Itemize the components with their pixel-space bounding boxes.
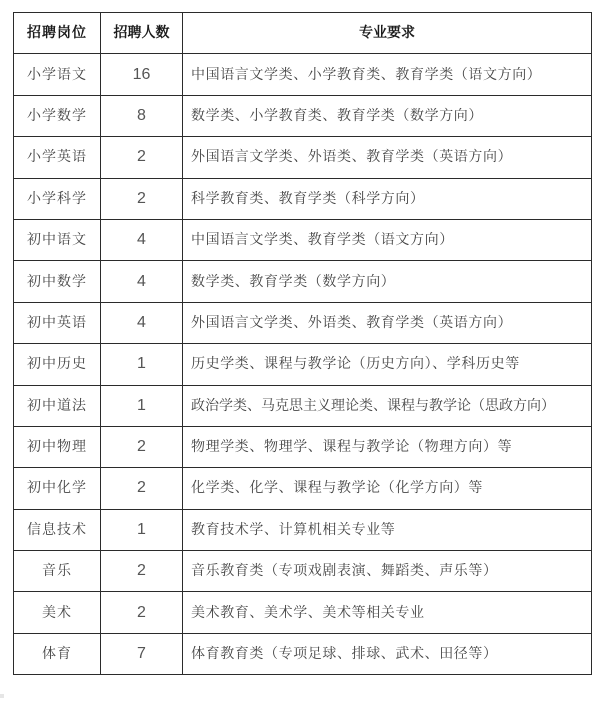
table-row [14,261,592,302]
position-cell: 初中化学 [14,468,101,509]
position-cell: 音乐 [14,551,101,592]
count-cell: 7 [101,633,183,674]
count-cell: 2 [101,551,183,592]
count-cell: 1 [101,344,183,385]
table-row [14,385,592,426]
table-row [14,426,592,467]
table-row [14,137,592,178]
position-cell: 小学语文 [14,54,101,95]
table-row [14,95,592,136]
header-count: 招聘人数 [101,13,183,54]
count-cell: 4 [101,302,183,343]
position-cell: 信息技术 [14,509,101,550]
recruitment-table [13,12,592,675]
table-row [14,178,592,219]
table-row [14,54,592,95]
header-row [14,13,592,54]
count-cell: 16 [101,54,183,95]
position-cell: 小学数学 [14,95,101,136]
position-cell: 初中道法 [14,385,101,426]
requirement-cell: 政治学类、马克思主义理论类、课程与教学论（思政方向） [183,385,592,426]
requirement-cell: 美术教育、美术学、美术等相关专业 [183,592,592,633]
requirement-cell: 数学类、教育学类（数学方向） [183,261,592,302]
count-cell: 2 [101,426,183,467]
requirement-cell: 物理学类、物理学、课程与教学论（物理方向）等 [183,426,592,467]
position-cell: 初中数学 [14,261,101,302]
count-cell: 4 [101,261,183,302]
table-header [14,13,592,54]
count-cell: 8 [101,95,183,136]
table-row [14,633,592,674]
header-requirement: 专业要求 [183,13,592,54]
position-cell: 小学科学 [14,178,101,219]
table-row [14,551,592,592]
requirement-cell: 体育教育类（专项足球、排球、武术、田径等） [183,633,592,674]
requirement-cell: 化学类、化学、课程与教学论（化学方向）等 [183,468,592,509]
requirement-cell: 音乐教育类（专项戏剧表演、舞蹈类、声乐等） [183,551,592,592]
table-row [14,219,592,260]
position-cell: 美术 [14,592,101,633]
requirement-cell: 历史学类、课程与教学论（历史方向）、学科历史等 [183,344,592,385]
header-position: 招聘岗位 [14,13,101,54]
count-cell: 1 [101,385,183,426]
corner-artifact [0,694,4,698]
count-cell: 2 [101,178,183,219]
position-cell: 初中语文 [14,219,101,260]
position-cell: 初中历史 [14,344,101,385]
position-cell: 初中物理 [14,426,101,467]
table-row [14,468,592,509]
requirement-cell: 教育技术学、计算机相关专业等 [183,509,592,550]
count-cell: 2 [101,468,183,509]
requirement-cell: 中国语言文学类、教育学类（语文方向） [183,219,592,260]
requirement-cell: 科学教育类、教育学类（科学方向） [183,178,592,219]
requirement-cell: 外国语言文学类、外语类、教育学类（英语方向） [183,302,592,343]
count-cell: 1 [101,509,183,550]
table-row [14,509,592,550]
requirement-cell: 中国语言文学类、小学教育类、教育学类（语文方向） [183,54,592,95]
table-row [14,344,592,385]
table-row [14,592,592,633]
count-cell: 2 [101,137,183,178]
position-cell: 体育 [14,633,101,674]
position-cell: 初中英语 [14,302,101,343]
requirement-cell: 数学类、小学教育类、教育学类（数学方向） [183,95,592,136]
table-body [14,54,592,675]
position-cell: 小学英语 [14,137,101,178]
table-row [14,302,592,343]
requirement-cell: 外国语言文学类、外语类、教育学类（英语方向） [183,137,592,178]
count-cell: 4 [101,219,183,260]
count-cell: 2 [101,592,183,633]
